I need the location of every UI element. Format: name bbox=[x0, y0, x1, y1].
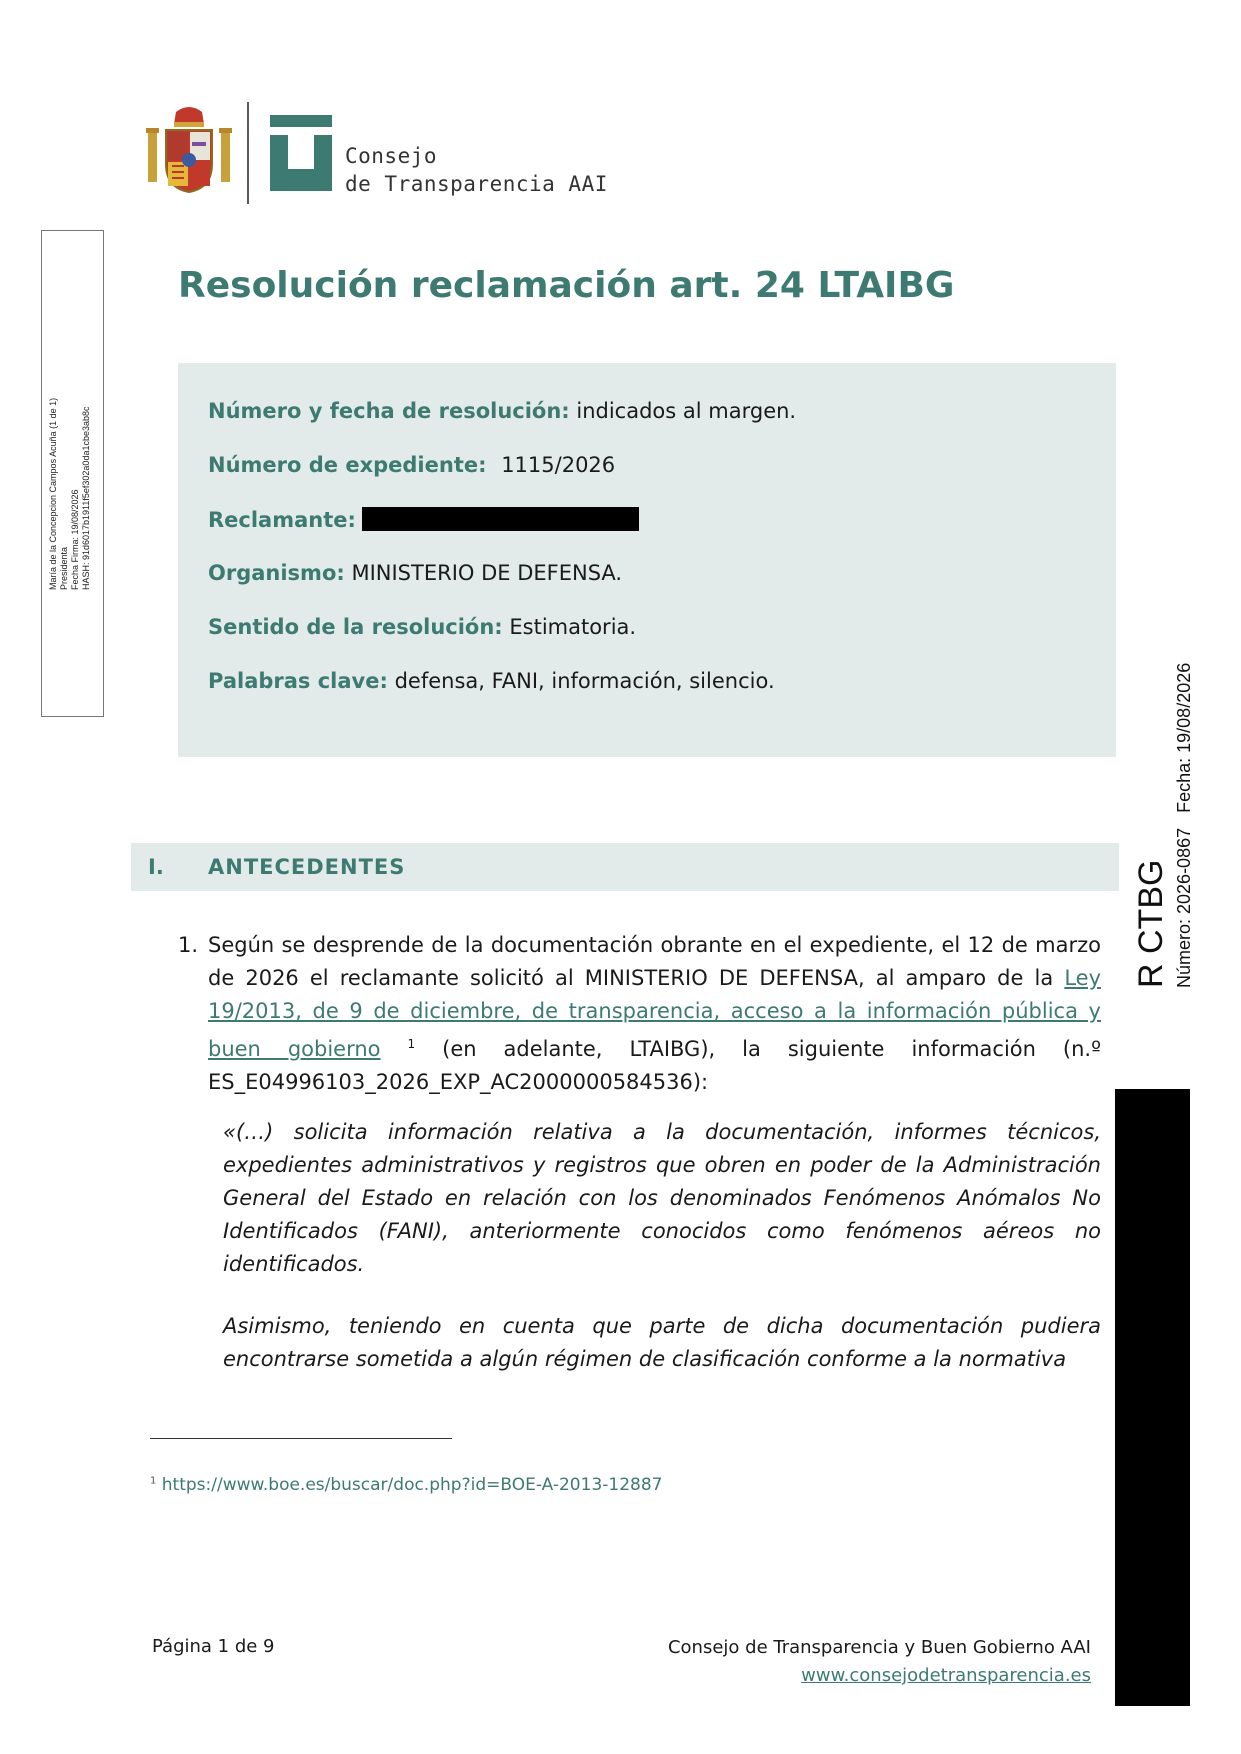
consejo-transparencia-logo bbox=[270, 115, 332, 191]
header-divider bbox=[247, 102, 249, 204]
footnote-mark: 1 bbox=[150, 1475, 157, 1487]
organization-name bbox=[345, 142, 608, 198]
org-name-line1: Consejo bbox=[345, 144, 438, 168]
footnote-ref: 1 bbox=[407, 1037, 416, 1051]
palabras-clave-label: Palabras clave: bbox=[208, 669, 388, 693]
footer-organization: Consejo de Transparencia y Buen Gobierno AAI bbox=[667, 1637, 1091, 1658]
footnote-rule bbox=[150, 1438, 452, 1439]
sentido-label: Sentido de la resolución: bbox=[208, 615, 503, 639]
org-name-line2: de Transparencia AAI bbox=[345, 172, 608, 196]
signature-stamp-text bbox=[48, 398, 92, 590]
section-title: ANTECEDENTES bbox=[208, 855, 406, 879]
signature-signer: María de la Concepcion Campos Acuña (1 de 1) bbox=[48, 397, 58, 590]
organismo-value: MINISTERIO DE DEFENSA. bbox=[351, 561, 623, 585]
paragraph-number: 1. bbox=[178, 933, 199, 957]
footnote bbox=[150, 1475, 662, 1495]
numero-fecha-value: indicados al margen. bbox=[576, 399, 797, 423]
resolution-summary-box bbox=[178, 363, 1116, 757]
registry-number-date bbox=[1174, 663, 1195, 988]
signature-date: Fecha Firma: 19/08/2026 bbox=[70, 489, 80, 590]
redacted-name-block bbox=[362, 507, 639, 531]
document-title: Resolución reclamación art. 24 LTAIBG bbox=[178, 265, 955, 306]
registry-barcode-block bbox=[1115, 1089, 1190, 1706]
section-number: I. bbox=[148, 855, 164, 879]
signature-role: Presidenta bbox=[59, 546, 69, 590]
organismo-label: Organismo: bbox=[208, 561, 345, 585]
registry-label: R CTBG bbox=[1132, 859, 1170, 988]
paragraph-1 bbox=[178, 929, 1101, 1099]
summary-row-palabras bbox=[208, 669, 775, 693]
expediente-label: Número de expediente: bbox=[208, 453, 487, 477]
paragraph-text-b: (en adelante, LTAIBG), la siguiente información (n.º ES_E04996103_2026_EXP_AC2000000584536): bbox=[208, 1037, 1101, 1094]
summary-row-organismo bbox=[208, 561, 622, 585]
summary-row-sentido bbox=[208, 615, 636, 639]
summary-row-expediente bbox=[208, 453, 615, 477]
paragraph-text-a: Según se desprende de la documentación obrante en el expediente, el 12 de marzo de 2026 el reclamante solicitó al MINISTERIO DE DEFENSA, al amparo de la bbox=[208, 933, 1101, 990]
footnote-url-link[interactable]: https://www.boe.es/buscar/doc.php?id=BOE-A-2013-12887 bbox=[161, 1475, 663, 1495]
numero-fecha-label: Número y fecha de resolución: bbox=[208, 399, 570, 423]
paragraph-text bbox=[208, 929, 1101, 1099]
palabras-clave-value: defensa, FANI, información, silencio. bbox=[394, 669, 775, 693]
sentido-value: Estimatoria. bbox=[509, 615, 637, 639]
summary-row-reclamante bbox=[208, 507, 639, 532]
summary-row-numero-fecha bbox=[208, 399, 796, 423]
registry-date: Fecha: 19/08/2026 bbox=[1174, 662, 1194, 813]
page-number: Página 1 de 9 bbox=[152, 1636, 275, 1657]
signature-hash: HASH: 91d6017b1911f5ef302a0da1cbe3ab8c bbox=[81, 406, 91, 590]
expediente-value: 1115/2026 bbox=[501, 453, 616, 477]
footer-website-link[interactable]: www.consejodetransparencia.es bbox=[801, 1665, 1091, 1686]
reclamante-label: Reclamante: bbox=[208, 508, 356, 532]
registry-number: Número: 2026-0867 bbox=[1174, 827, 1194, 988]
ltaibg-law-link[interactable]: Ley 19/2013, de 9 de diciembre, de transparencia, acceso a la información pública y buen gobierno bbox=[208, 966, 1101, 1061]
spain-coat-of-arms-logo bbox=[146, 104, 232, 196]
quoted-request-1: «(…) solicita información relativa a la documentación, informes técnicos, expedientes administrativos y registros que obren en poder de la Administración General del Estado en relación con los denominados Fenómenos Anómalos No Identificados (FANI), anteriormente conocidos como fenómenos aéreos no identificados. bbox=[223, 1120, 1101, 1276]
quoted-request-2: Asimismo, teniendo en cuenta que parte de dicha documentación pudiera encontrarse sometida a algún régimen de clasificación conforme a la normativa bbox=[223, 1314, 1101, 1371]
